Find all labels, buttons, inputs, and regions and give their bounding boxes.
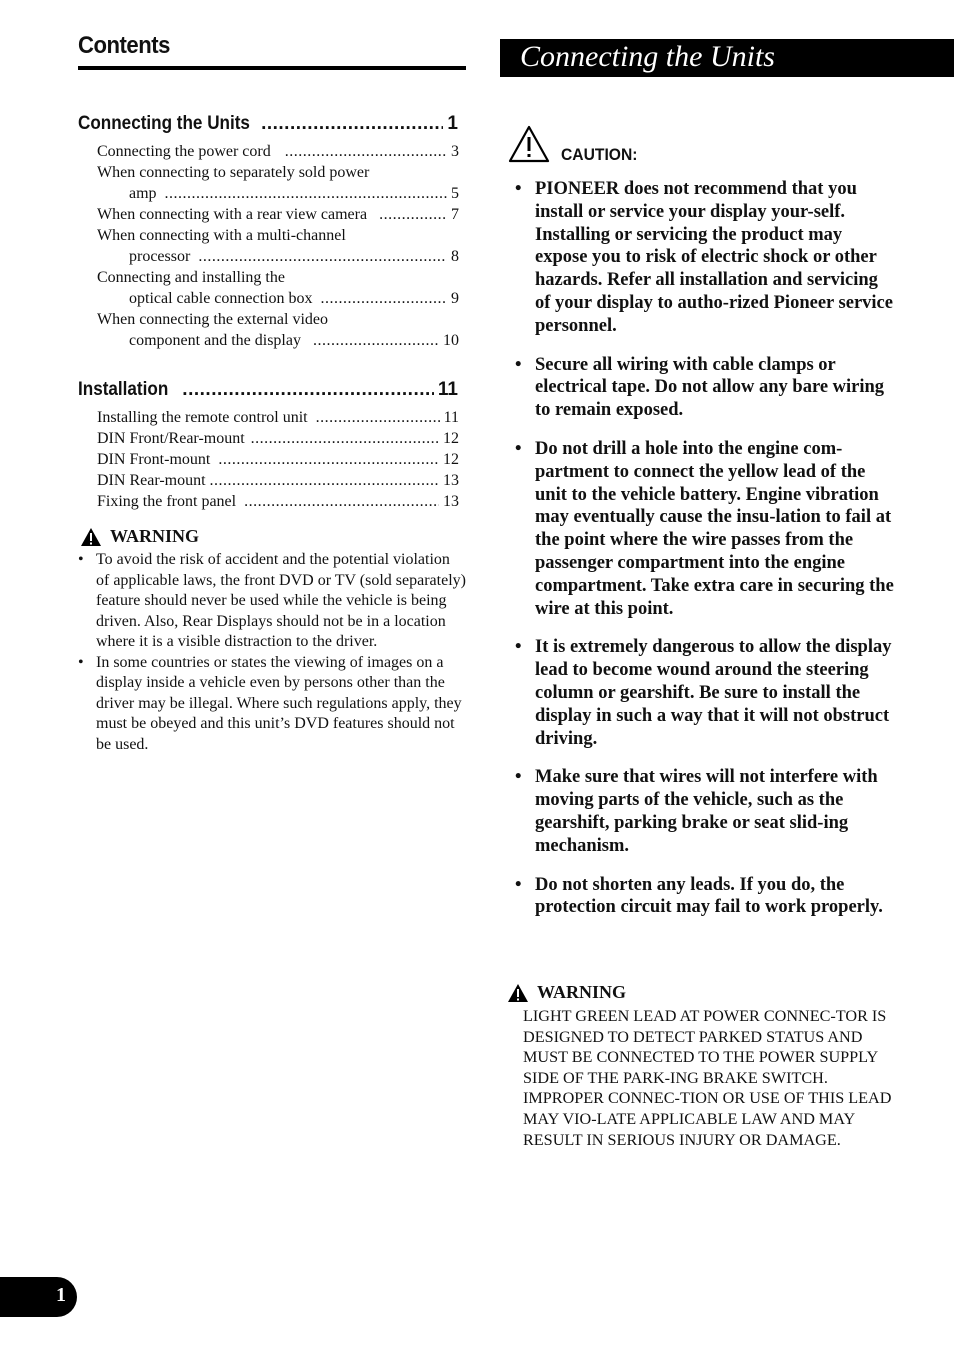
contents-rule [78, 66, 466, 70]
warning-heading [80, 526, 199, 547]
toc-section-page: 11 [437, 379, 458, 400]
toc-item[interactable]: Fixing the front panel ..... 13 [97, 491, 459, 512]
caution-bullet: • Secure all wiring with cable clamps or electrical tape. Do not allow any bare wiring to remain exposed. [515, 354, 895, 422]
toc-item[interactable]: DIN Front-mount ..... 12 [97, 449, 459, 470]
section-title: Connecting the Units [520, 40, 775, 73]
caution-list [515, 178, 895, 935]
page-number: 1 [56, 1284, 66, 1306]
caution-triangle-icon [507, 124, 551, 164]
power-warning-heading [507, 982, 626, 1003]
warning-bullet: • To avoid the risk of accident and the potential violation of applicable laws, the front DVD or TV (sold separately) feature should never be used while the vehicle is being driven. Also, Rear Displays should not be in a location where it is a visible distraction to the driver. [78, 550, 466, 653]
toc-item-line: When connecting to separately sold power [97, 164, 370, 181]
caution-bullet: • It is extremely dangerous to allow the display lead to become wound around the steering column or gearshift. Be sure to install the display in such a way that it will not obstruct driving. [515, 636, 895, 750]
power-warning-text: LIGHT GREEN LEAD AT POWER CONNEC-TOR IS DESIGNED TO DETECT PARKED STATUS AND MUST BE CONNECTED TO THE POWER SUPPLY SIDE OF THE PARK-ING BRAKE SWITCH. IMPROPER CONNEC-TION OR USE OF THIS LEAD MAY VIO-LATE APPLICABLE LAW AND MAY RESULT IN SERIOUS INJURY OR DAMAGE. [523, 1007, 892, 1149]
toc-item[interactable]: Installing the remote control unit ..... 11 [97, 407, 459, 428]
toc-item[interactable]: Connecting the power cord ..... 3 [97, 141, 459, 162]
toc-item[interactable]: DIN Rear-mount ..... 13 [97, 470, 459, 491]
warning-list [78, 550, 466, 755]
toc-section-connecting[interactable] [78, 113, 458, 135]
warning-label: WARNING [110, 526, 200, 546]
toc-item[interactable]: processor ..... 8 [97, 246, 459, 267]
warning-triangle-icon [80, 527, 102, 547]
power-warning-label: WARNING [537, 982, 627, 1002]
caution-bullet: • Do not shorten any leads. If you do, the protection circuit may fail to work properly. [515, 874, 895, 920]
toc-item[interactable]: amp ..... 5 [97, 183, 459, 204]
toc-item-line: When connecting the external video [97, 311, 329, 328]
caution-bullet: • PIONEER does not recommend that you install or service your display your-self. Installing or servicing the product may expose you to risk of electric shock or other hazards. Refer all installation and servicing of your display to autho-rized Pioneer service personnel. [515, 178, 895, 338]
caution-bullet: • Make sure that wires will not interfere with moving parts of the vehicle, such as the gearshift, parking brake or seat slid-ing mechanism. [515, 766, 895, 857]
toc-items-installation [97, 407, 459, 512]
toc-item-line: When connecting with a multi-channel [97, 227, 346, 244]
contents-heading: Contents [78, 32, 170, 59]
caution-bullet: • Do not drill a hole into the engine com-partment to connect the yellow lead of the unit to the vehicle battery. Engine vibration may eventually cause the insu-lation to fail at the point where the wire passes from the passenger compartment into the engine compartment. Take extra care in securing the wire at this point. [515, 438, 895, 620]
toc-section-installation[interactable] [78, 379, 458, 401]
toc-item[interactable]: optical cable connection box ..... 9 [97, 288, 459, 309]
toc-items-connecting [97, 141, 459, 351]
caution-label: CAUTION: [561, 145, 638, 164]
toc-leader [182, 379, 434, 401]
toc-item[interactable]: When connecting with a rear view camera ..... 7 [97, 204, 459, 225]
toc-item-line: Connecting and installing the [97, 269, 285, 286]
toc-item[interactable]: component and the display ..... 10 [97, 330, 459, 351]
warning-triangle-icon [507, 983, 529, 1003]
toc-section-title: Connecting the Units [78, 113, 250, 134]
toc-section-page: 1 [447, 113, 458, 134]
toc-leader [261, 113, 443, 135]
toc-section-title: Installation [78, 379, 169, 400]
warning-bullet: • In some countries or states the viewing of images on a display inside a vehicle even by persons other than the driver may be illegal. Where such regulations apply, they must be obeyed and this unit’s DVD features should not be used. [78, 653, 466, 756]
toc-item[interactable]: DIN Front/Rear-mount ..... 12 [97, 428, 459, 449]
